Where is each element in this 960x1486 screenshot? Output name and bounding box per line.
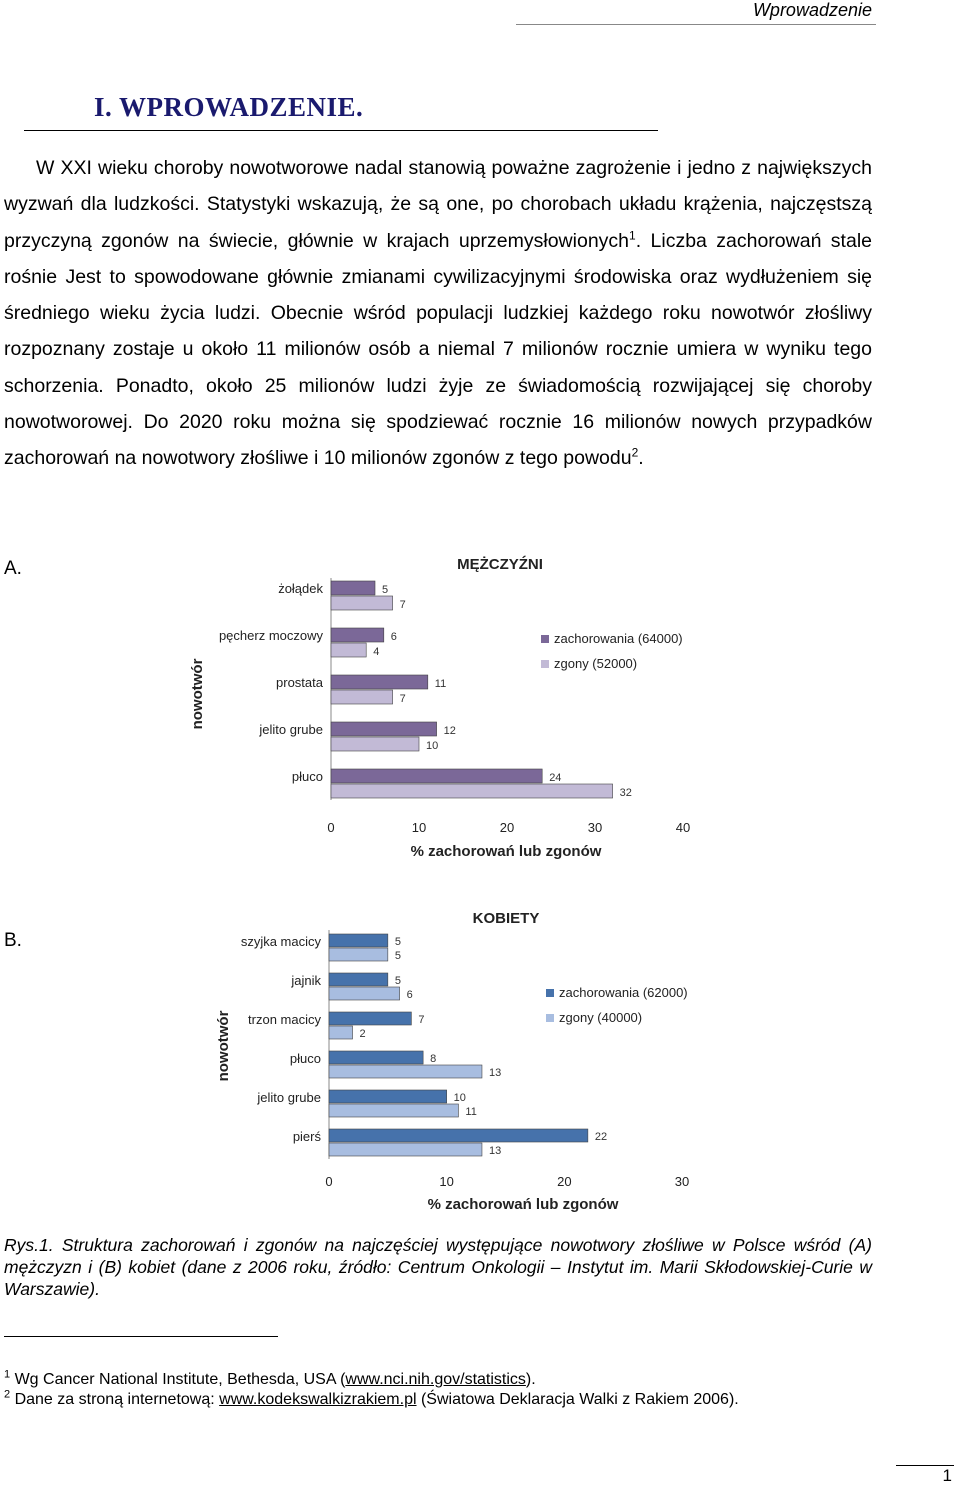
- footnote-text: Wg Cancer National Institute, Bethesda, USA (: [14, 1371, 346, 1388]
- data-label: 7: [418, 1014, 425, 1026]
- category-label: płuco: [289, 1051, 321, 1066]
- data-label: 2: [359, 1028, 366, 1040]
- x-tick-label: 20: [499, 820, 515, 835]
- footnote-num: 2: [4, 1388, 11, 1401]
- x-tick-label: 10: [439, 1174, 454, 1189]
- intro-text-1: W XXI wieku choroby nowotworowe nadal stanowią poważne zagrożenie i jedno z największych wyzwań dla ludzkości. Statystyki wskazują, że są one, po chorobach układu krążenia, najczęstszą przyczyną zgonów na świecie, głównie w krajach uprzemysłowionych: [4, 157, 872, 252]
- running-header: Wprowadzenie: [752, 0, 872, 20]
- data-label: 7: [399, 599, 406, 611]
- data-label: 4: [373, 646, 380, 658]
- footnote-text: Dane za stroną internetową:: [14, 1391, 220, 1408]
- x-tick-label: 10: [411, 820, 427, 835]
- footnote-2: [4, 1390, 739, 1410]
- figure-caption: Rys.1. Struktura zachorowań i zgonów na najczęściej występujące nowotwory złośliwe w Polsce wśród (A) mężczyzn i (B) kobiet (dane z 2006 roku, źródło: Centrum Onkologii – Instytut im. Marii Skłodowskiej-Curie w Warszawie).: [4, 1235, 872, 1299]
- category-label: żołądek: [278, 581, 323, 596]
- chart-title: MĘŻCZYŹNI: [457, 556, 543, 573]
- bar-deaths: [329, 948, 388, 961]
- x-tick-label: 30: [674, 1174, 690, 1189]
- data-label: 24: [549, 772, 562, 784]
- footnote-1: [4, 1370, 739, 1390]
- category-label: pierś: [292, 1129, 321, 1144]
- chart-a-panel-label: A.: [4, 558, 22, 579]
- bar-incidence: [329, 1129, 588, 1142]
- legend-swatch: [546, 1014, 554, 1022]
- footnote-link[interactable]: www.nci.nih.gov/statistics: [345, 1371, 526, 1388]
- bar-incidence: [329, 934, 388, 947]
- chart-title: KOBIETY: [472, 910, 540, 927]
- bar-incidence: [331, 628, 384, 642]
- bar-deaths: [331, 784, 613, 798]
- bar-deaths: [331, 596, 393, 610]
- data-label: 32: [619, 787, 632, 799]
- legend-swatch: [541, 660, 549, 668]
- category-label: jelito grube: [259, 722, 323, 737]
- x-tick-label: 40: [675, 820, 691, 835]
- legend-label: zachorowania (62000): [559, 985, 688, 1000]
- category-label: płuco: [291, 769, 323, 784]
- x-axis-label: % zachorowań lub zgonów: [410, 843, 602, 860]
- bar-deaths: [331, 690, 393, 704]
- footnote-divider: [4, 1336, 278, 1337]
- chart-women: [0, 904, 960, 1218]
- legend-label: zgony (40000): [559, 1010, 643, 1025]
- bar-deaths: [331, 643, 366, 657]
- bar-incidence: [331, 675, 428, 689]
- legend-label: zgony (52000): [554, 656, 638, 671]
- data-label: 6: [390, 631, 397, 643]
- data-label: 22: [594, 1131, 608, 1143]
- x-axis-label: % zachorowań lub zgonów: [427, 1196, 619, 1213]
- category-label: jajnik: [291, 973, 321, 988]
- chart-b-panel-label: B.: [4, 930, 22, 951]
- data-label: 5: [394, 975, 401, 987]
- x-tick-label: 0: [325, 1174, 333, 1189]
- x-tick-label: 20: [557, 1174, 572, 1189]
- footnote-link[interactable]: www.kodekswalkizrakiem.pl: [219, 1391, 417, 1408]
- section-title: I. WPROWADZENIE.: [94, 92, 364, 122]
- bar-deaths: [329, 1104, 458, 1117]
- data-label: 10: [453, 1092, 466, 1104]
- footnotes: [4, 1370, 739, 1410]
- category-label: jelito grube: [257, 1090, 321, 1105]
- header-divider: [516, 24, 876, 25]
- legend-swatch: [546, 989, 554, 997]
- data-label: 6: [406, 989, 413, 1001]
- footnote-ref-1[interactable]: 1: [629, 228, 636, 243]
- category-label: szyjka macicy: [240, 934, 321, 949]
- footnote-text: (Światowa Deklaracja Walki z Rakiem 2006).: [416, 1391, 739, 1408]
- data-label: 10: [426, 740, 439, 752]
- intro-text-3: .: [638, 447, 644, 470]
- legend-label: zachorowania (64000): [554, 631, 683, 646]
- data-label: 12: [443, 725, 456, 737]
- x-tick-label: 30: [587, 820, 603, 835]
- category-label: trzon macicy: [248, 1012, 321, 1027]
- chart-men: [0, 548, 960, 868]
- bar-incidence: [329, 1012, 411, 1025]
- legend-swatch: [541, 635, 549, 643]
- intro-paragraph: [4, 150, 872, 477]
- bar-deaths: [329, 1065, 482, 1078]
- footnote-text: ).: [525, 1371, 536, 1388]
- category-label: pęcherz moczowy: [218, 628, 323, 643]
- y-axis-label: nowotwór: [189, 658, 206, 730]
- bar-incidence: [331, 581, 375, 595]
- page-number: 1: [942, 1466, 952, 1485]
- data-label: 8: [430, 1053, 437, 1065]
- data-label: 7: [399, 693, 406, 705]
- bar-incidence: [329, 1051, 423, 1064]
- data-label: 5: [394, 950, 401, 962]
- data-label: 13: [488, 1067, 502, 1079]
- data-label: 13: [488, 1145, 502, 1157]
- bar-incidence: [331, 769, 542, 783]
- data-label: 5: [382, 584, 389, 596]
- bar-deaths: [329, 1143, 482, 1156]
- category-label: prostata: [276, 675, 323, 690]
- footnote-ref-2[interactable]: 2: [631, 445, 639, 460]
- bar-incidence: [331, 722, 437, 736]
- bar-deaths: [331, 737, 419, 751]
- bar-deaths: [329, 1026, 353, 1039]
- data-label: 11: [434, 678, 447, 690]
- footnote-num: 1: [4, 1368, 11, 1381]
- y-axis-label: nowotwór: [215, 1010, 232, 1082]
- data-label: 11: [465, 1106, 477, 1118]
- intro-text-2: . Liczba zachorowań stale rośnie Jest to spowodowane głównie zmianami cywilizacyjnymi środowiska oraz wydłużeniem się średniego wieku życia ludzi. Obecnie wśród populacji ludzkiej każdego roku nowotwór złośliwy rozpoznany zostaje u około 11 milionów osób a niemal 7 milionów rocznie umiera w wyniku tego schorzenia. Ponadto, około 25 milionów ludzi żyje ze świadomością rozwijającej się choroby nowotworowej. Do 2020 roku można się spodziewać rocznie 16 milionów nowych przypadków zachorowań na nowotwory złośliwe i 10 milionów zgonów z tego powodu: [4, 229, 873, 470]
- bar-incidence: [329, 1090, 447, 1103]
- title-divider: [24, 130, 658, 131]
- bar-incidence: [329, 973, 388, 986]
- data-label: 5: [394, 936, 401, 948]
- x-tick-label: 0: [327, 820, 335, 835]
- bar-deaths: [329, 987, 400, 1000]
